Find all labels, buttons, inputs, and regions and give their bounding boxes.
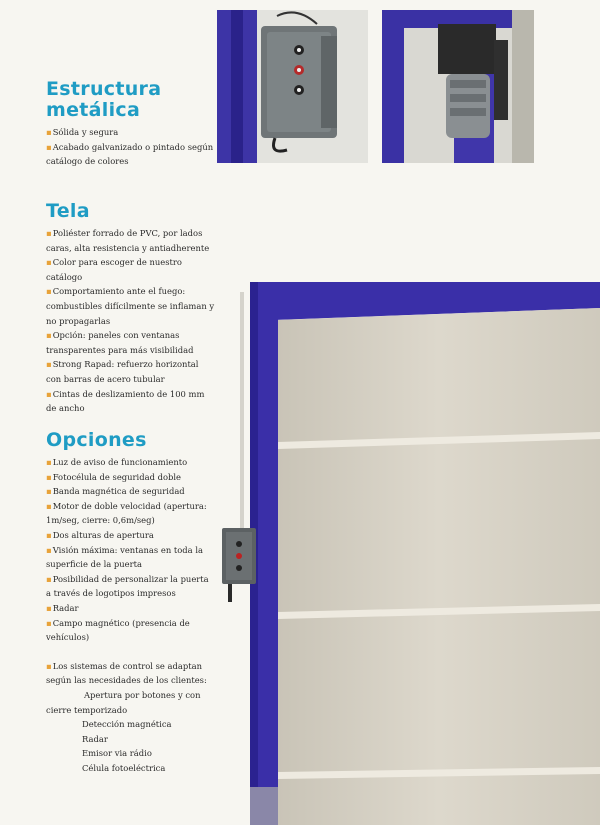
bullet-icon: ▪ xyxy=(46,660,52,671)
list-item xyxy=(46,284,216,328)
tela-section xyxy=(46,201,216,416)
list-item xyxy=(46,387,216,416)
bullet-icon: ▪ xyxy=(46,228,52,238)
list-item xyxy=(46,226,216,255)
list-item-text: Banda magnética de seguridad xyxy=(52,486,185,497)
estructura-title-line2: metálica xyxy=(46,99,141,121)
list-item xyxy=(46,140,216,169)
bullet-icon: ▪ xyxy=(46,602,52,613)
list-item xyxy=(46,357,216,386)
control-first: Apertura por botones y con xyxy=(84,689,201,700)
opciones-heading: Opciones xyxy=(46,429,147,451)
opciones-section xyxy=(46,430,216,775)
list-item xyxy=(46,601,216,616)
list-item-text: Visión máxima: ventanas en toda la superficie de la puerta xyxy=(46,544,203,570)
control-intro xyxy=(46,659,216,688)
estructura-title-line1: Estructura xyxy=(46,78,162,100)
control-item: Detección magnética xyxy=(82,719,172,730)
bullet-icon: ▪ xyxy=(46,127,52,137)
bullet-icon: ▪ xyxy=(46,500,52,511)
bullet-icon: ▪ xyxy=(46,388,52,399)
list-item xyxy=(46,484,216,499)
list-item-text: Campo magnético (presencia de vehículos) xyxy=(46,617,190,643)
list-item xyxy=(46,328,216,357)
list-item xyxy=(46,499,216,528)
list-item-text: Opción: paneles con ventanas transparentes para más visibilidad xyxy=(46,330,194,355)
list-item xyxy=(46,455,216,470)
bullet-icon: ▪ xyxy=(46,330,52,341)
rapid-door-photo xyxy=(222,282,600,825)
list-item-text: Cintas de deslizamiento de 100 mm de ancho xyxy=(46,388,205,414)
bullet-icon: ▪ xyxy=(46,359,52,370)
estructura-section xyxy=(46,79,216,169)
list-item-text: Fotocélula de seguridad doble xyxy=(52,471,181,482)
list-item xyxy=(46,572,216,601)
bullet-icon: ▪ xyxy=(46,457,52,467)
list-item xyxy=(46,470,216,485)
list-item-text: Comportamiento ante el fuego: combustibles difícilmente se inflaman y no propagarlas xyxy=(46,286,215,326)
list-item xyxy=(46,543,216,572)
list-item-text: Poliéster forrado de PVC, por lados caras, alta resistencia y antiadherente xyxy=(46,228,210,253)
list-item xyxy=(46,255,216,284)
list-item-text: Color para escoger de nuestro catálogo xyxy=(46,257,182,282)
bullet-icon: ▪ xyxy=(46,617,52,628)
list-item-text: Posibilidad de personalizar la puerta a través de logotipos impresos xyxy=(46,573,209,599)
control-box-photo xyxy=(217,10,368,163)
control-item: Emisor via rádio xyxy=(82,748,152,759)
list-item xyxy=(46,125,216,140)
list-item-text: Strong Rapad: refuerzo horizontal con barras de acero tubular xyxy=(46,359,199,384)
bullet-icon: ▪ xyxy=(46,529,52,540)
bullet-icon: ▪ xyxy=(46,286,52,297)
control-intro-text: Los sistemas de control se adaptan según las necesidades de los clientes: xyxy=(46,660,207,686)
bullet-icon: ▪ xyxy=(46,573,52,584)
bullet-icon: ▪ xyxy=(46,486,52,497)
motor-photo xyxy=(382,10,534,163)
list-item-text: Sólida y segura xyxy=(52,127,119,137)
list-item-text: Dos alturas de apertura xyxy=(52,529,154,540)
bullet-icon: ▪ xyxy=(46,257,52,268)
control-first-cont: cierre temporizado xyxy=(46,704,128,715)
list-item xyxy=(46,616,216,645)
bullet-icon: ▪ xyxy=(46,544,52,555)
bullet-icon: ▪ xyxy=(46,471,52,482)
control-item: Radar xyxy=(82,733,108,744)
list-item-text: Motor de doble velocidad (apertura: 1m/seg, cierre: 0,6m/seg) xyxy=(46,500,207,526)
estructura-heading xyxy=(46,79,216,121)
control-item: Célula fotoeléctrica xyxy=(82,762,166,773)
list-item xyxy=(46,528,216,543)
bullet-icon: ▪ xyxy=(46,141,52,152)
list-item-text: Radar xyxy=(52,602,79,613)
list-item-text: Luz de aviso de funcionamiento xyxy=(52,457,188,467)
tela-heading: Tela xyxy=(46,200,90,222)
list-item-text: Acabado galvanizado o pintado según catálogo de colores xyxy=(46,141,214,167)
